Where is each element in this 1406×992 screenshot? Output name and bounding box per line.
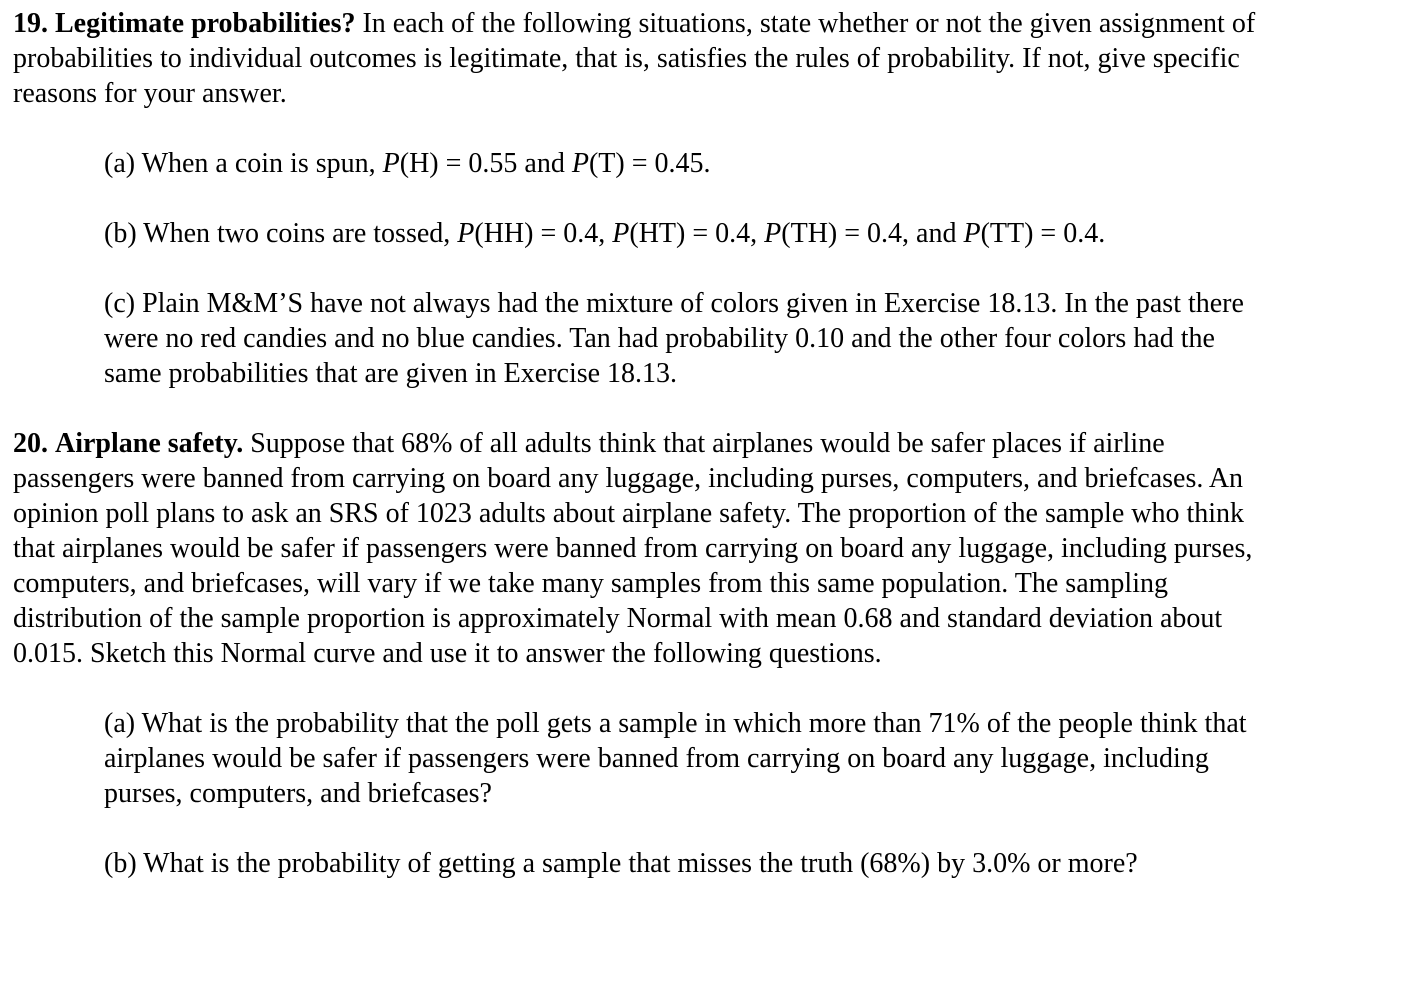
problem-20-line-1	[13, 426, 1252, 461]
part-a-prefix: (a) When a coin is spun,	[104, 148, 383, 179]
problem-20-line-3: opinion poll plans to ask an SRS of 1023 adults about airplane safety. The proportion of the sample who think	[13, 498, 1245, 529]
problem-20-title: Airplane safety.	[55, 428, 244, 459]
prob-symbol: P	[612, 218, 630, 249]
problem-20-line-7: 0.015. Sketch this Normal curve and use it to answer the following questions.	[13, 638, 882, 669]
p20a-line-3: purses, computers, and briefcases?	[104, 778, 492, 809]
problem-19-line-1	[13, 6, 1255, 41]
problem-19-number: 19.	[13, 8, 48, 39]
problem-20-line-5: computers, and briefcases, will vary if we take many samples from this same population. The sampling	[13, 568, 1168, 599]
part-b-text: (HT) = 0.4,	[629, 218, 765, 249]
problem-20-line-4: that airplanes would be safer if passengers were banned from carrying on board any luggage, including purses,	[13, 533, 1253, 564]
problem-19-line-2: probabilities to individual outcomes is legitimate, that is, satisfies the rules of probability. If not, give specific	[13, 43, 1240, 74]
problem-19-part-b	[104, 216, 1105, 251]
problem-19-part-c	[104, 286, 1244, 391]
part-b-text: (TT) = 0.4.	[980, 218, 1106, 249]
part-b-text: (TH) = 0.4, and	[781, 218, 964, 249]
p20a-line-1: (a) What is the probability that the poll gets a sample in which more than 71% of the people think that	[104, 708, 1247, 739]
problem-19-title: Legitimate probabilities?	[55, 8, 356, 39]
p20b-line-1: (b) What is the probability of getting a sample that misses the truth (68%) by 3.0% or more?	[104, 848, 1138, 879]
p20a-line-2: airplanes would be safer if passengers were banned from carrying on board any luggage, including	[104, 743, 1209, 774]
problem-20-line-6: distribution of the sample proportion is approximately Normal with mean 0.68 and standard deviation about	[13, 603, 1223, 634]
part-c-line-1: (c) Plain M&M’S have not always had the mixture of colors given in Exercise 18.13. In the past there	[104, 288, 1244, 319]
part-a-text: (H) = 0.55 and	[399, 148, 572, 179]
problem-19-intro	[13, 6, 1255, 111]
problem-20-line-2: passengers were banned from carrying on board any luggage, including purses, computers, and briefcases. An	[13, 463, 1244, 494]
prob-symbol: P	[764, 218, 782, 249]
prob-symbol: P	[963, 218, 981, 249]
part-a-text: (T) = 0.45.	[588, 148, 711, 179]
prob-symbol: P	[571, 148, 589, 179]
problem-19-line-3: reasons for your answer.	[13, 78, 287, 109]
part-b-text: (HH) = 0.4,	[474, 218, 613, 249]
problem-20-intro	[13, 426, 1252, 671]
problem-20-part-b	[104, 846, 1138, 881]
prob-symbol: P	[457, 218, 475, 249]
problem-19-text: In each of the following situations, state whether or not the given assignment of	[362, 8, 1256, 39]
problem-19-part-a	[104, 146, 711, 181]
part-c-line-2: were no red candies and no blue candies. Tan had probability 0.10 and the other four colors had the	[104, 323, 1215, 354]
part-b-prefix: (b) When two coins are tossed,	[104, 218, 458, 249]
problem-20-number: 20.	[13, 428, 48, 459]
problem-20-part-a	[104, 706, 1247, 811]
prob-symbol: P	[382, 148, 400, 179]
problem-20-text: Suppose that 68% of all adults think that airplanes would be safer places if airline	[250, 428, 1165, 459]
part-c-line-3: same probabilities that are given in Exercise 18.13.	[104, 358, 678, 389]
